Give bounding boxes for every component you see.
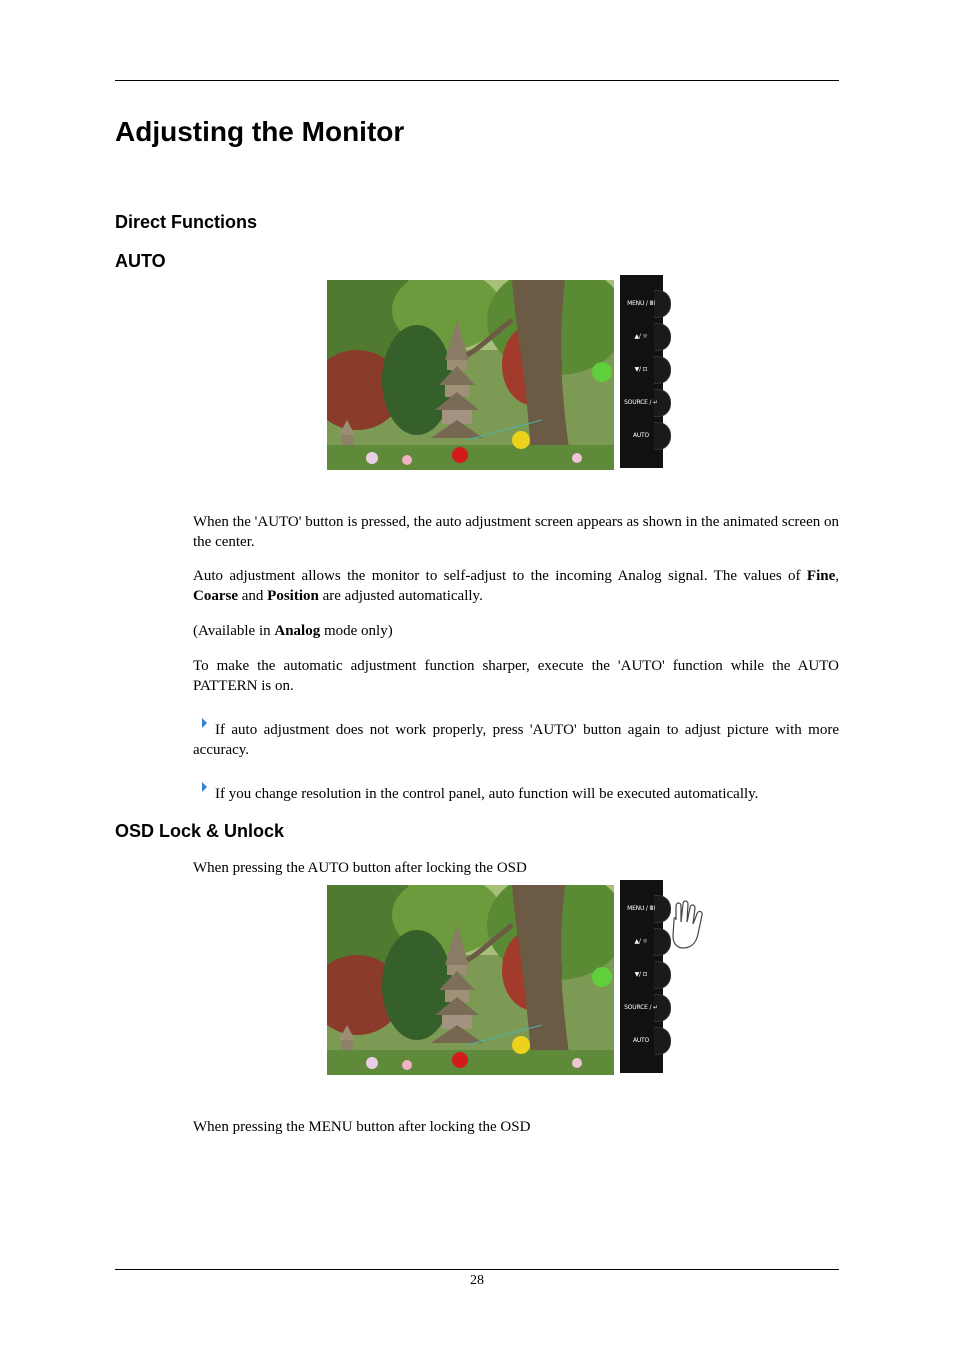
- garden-pagoda-photo: [327, 885, 614, 1075]
- page-title: Adjusting the Monitor: [115, 116, 405, 147]
- source-button-label: SOURCE / ↵: [624, 399, 658, 406]
- note-arrow-icon: [202, 782, 207, 792]
- auto-paragraph-4: To make the automatic adjustment function sharper, execute the 'AUTO' function while the AUTO PATTERN is on.: [193, 658, 839, 694]
- auto-p3-end: mode only): [320, 623, 393, 639]
- fine-term: Fine: [806, 568, 836, 584]
- auto-p3-text: (Available in: [193, 623, 275, 639]
- auto-note-2: [193, 785, 839, 805]
- osd-lock-figure: [327, 880, 707, 1075]
- auto-note-1-text: If auto adjustment does not work properly, press 'AUTO' button again to adjust picture with more accuracy.: [193, 722, 839, 758]
- menu-button-label: MENU / ⅢⅠ: [627, 905, 655, 912]
- position-term: Position: [267, 587, 319, 604]
- auto-p2-and: and: [238, 587, 268, 604]
- source-button-label: SOURCE / ↵: [624, 1004, 658, 1011]
- menu-button-label: MENU / ⅢⅠ: [627, 300, 655, 307]
- header-rule: [115, 80, 839, 81]
- section-heading-auto: AUTO: [115, 251, 166, 271]
- analog-term: Analog: [274, 623, 321, 639]
- up-brightness-button-label: ▲/ ☼: [634, 333, 648, 340]
- pointing-hand-icon: [670, 900, 706, 952]
- garden-pagoda-illustration: [327, 885, 614, 1075]
- auto-note-2-text: If you change resolution in the control panel, auto function will be executed automatically.: [215, 786, 759, 802]
- monitor-control-panel: [620, 275, 663, 468]
- garden-pagoda-photo: [327, 280, 614, 470]
- note-arrow-icon: [202, 718, 207, 728]
- auto-p2-sep: ,: [835, 568, 839, 584]
- auto-note-1: [193, 721, 839, 760]
- auto-button-label: AUTO: [632, 1037, 650, 1044]
- monitor-control-panel: [620, 880, 663, 1073]
- auto-paragraph-2: [193, 567, 839, 606]
- footer-rule: [115, 1269, 839, 1270]
- section-heading-osd-lock: OSD Lock & Unlock: [115, 821, 285, 841]
- auto-button-label: AUTO: [632, 432, 650, 439]
- auto-paragraph-3: [193, 622, 839, 642]
- page-number: 28: [470, 1273, 484, 1288]
- garden-pagoda-illustration: [327, 280, 614, 470]
- auto-paragraph-1: When the 'AUTO' button is pressed, the auto adjustment screen appears as shown in the animated screen on the center.: [193, 514, 839, 550]
- coarse-term: Coarse: [193, 587, 238, 604]
- down-button-label: ▼/ ⊡: [634, 366, 648, 373]
- osd-lock-paragraph-1: When pressing the AUTO button after locking the OSD: [193, 860, 527, 876]
- osd-lock-paragraph-2: When pressing the MENU button after locking the OSD: [193, 1119, 531, 1135]
- up-brightness-button-label: ▲/ ☼: [634, 938, 648, 945]
- auto-p2-end: are adjusted automatically.: [318, 587, 483, 604]
- auto-figure: [327, 275, 707, 470]
- section-heading-direct-functions: Direct Functions: [115, 212, 258, 232]
- down-button-label: ▼/ ⊡: [634, 971, 648, 978]
- auto-p2-text: Auto adjustment allows the monitor to self-adjust to the incoming Analog signal. The values of: [193, 568, 807, 584]
